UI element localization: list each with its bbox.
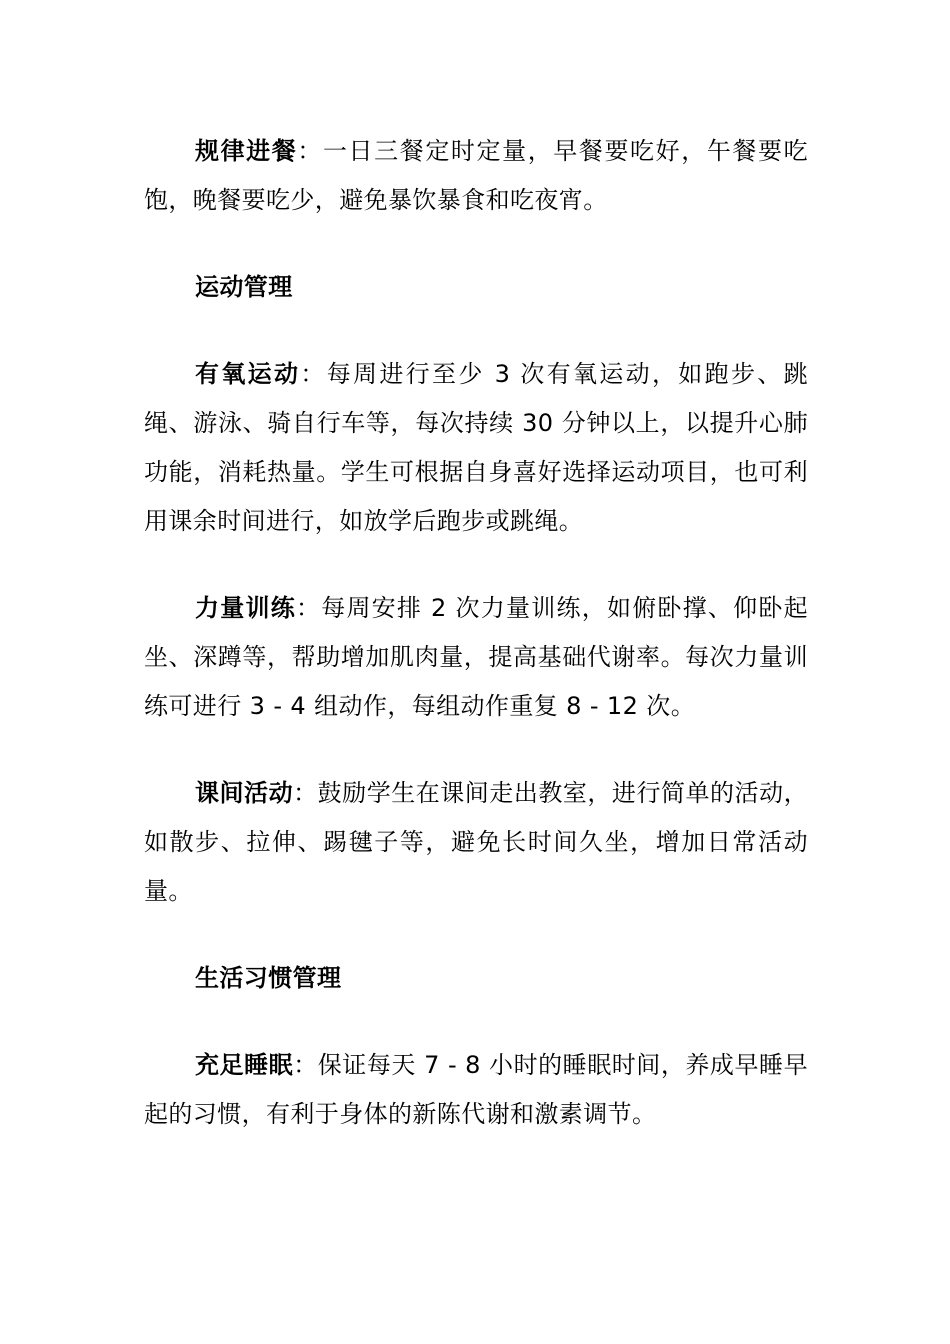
paragraph-aerobic-exercise	[144, 350, 808, 546]
document-page	[144, 127, 808, 1177]
paragraph-lead: 课间活动	[195, 779, 294, 807]
section-heading-exercise: 运动管理	[195, 273, 293, 301]
paragraph-lead: 规律进餐	[195, 137, 298, 165]
lead-separator: ：	[297, 137, 323, 165]
lead-separator: ：	[295, 594, 322, 622]
paragraph-body: 每周进行至少 3 次有氧运动，如跑步、跳绳、游泳、骑自行车等，每次持续 30 分钟以上，以提升心肺功能，消耗热量。学生可根据自身喜好选择运动项目，也可利用课余时间进行，如放学后跑步或跳绳。	[144, 360, 809, 535]
paragraph-body: 一日三餐定时定量，早餐要吃好，午餐要吃饱，晚餐要吃少，避免暴饮暴食和吃夜宵。	[144, 137, 808, 214]
paragraph-lead: 力量训练	[195, 594, 296, 622]
lead-separator: ：	[293, 1051, 318, 1079]
paragraph-body: 鼓励学生在课间走出教室，进行简单的活动，如散步、拉伸、踢毽子等，避免长时间久坐，增加日常活动量。	[144, 779, 809, 905]
paragraph-regular-meals	[144, 127, 808, 225]
paragraph-strength-training	[144, 584, 808, 731]
paragraph-body: 保证每天 7 - 8 小时的睡眠时间，养成早睡早起的习惯，有利于身体的新陈代谢和激素调节。	[144, 1051, 808, 1128]
paragraph-sleep	[144, 1041, 808, 1139]
paragraph-lead: 有氧运动	[195, 360, 301, 388]
paragraph-break-activity	[144, 769, 808, 916]
paragraph-body: 每周安排 2 次力量训练，如俯卧撑、仰卧起坐、深蹲等，帮助增加肌肉量，提高基础代谢率。每次力量训练可进行 3 - 4 组动作，每组动作重复 8 - 12 次。	[144, 594, 808, 720]
lead-separator: ：	[293, 779, 318, 807]
paragraph-lead: 充足睡眠	[195, 1051, 294, 1079]
section-heading-lifestyle: 生活习惯管理	[195, 964, 342, 992]
lead-separator: ：	[300, 360, 327, 388]
